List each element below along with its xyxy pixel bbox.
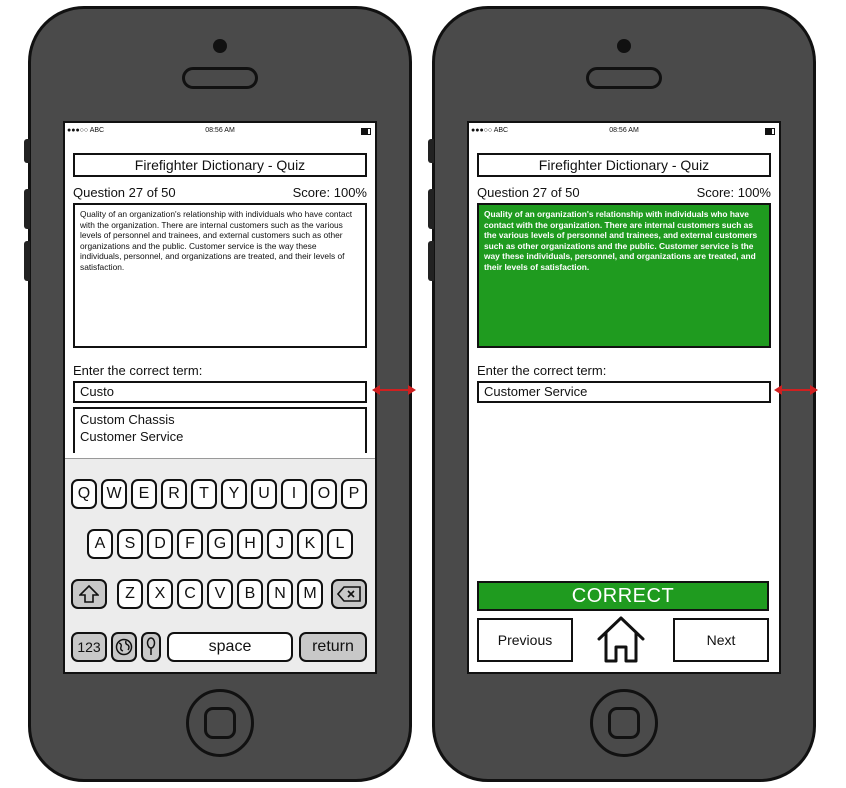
key-x[interactable]: X <box>147 579 173 609</box>
score-label: Score: 100% <box>696 185 771 200</box>
home-icon[interactable] <box>595 613 647 665</box>
clock: 08:56 AM <box>609 127 639 134</box>
home-button[interactable] <box>590 689 658 757</box>
numbers-key[interactable]: 123 <box>71 632 107 662</box>
answer-input[interactable]: Customer Service <box>477 381 771 403</box>
key-n[interactable]: N <box>267 579 293 609</box>
volume-up-button <box>24 189 30 229</box>
speaker <box>182 67 258 89</box>
key-k[interactable]: K <box>297 529 323 559</box>
volume-up-button <box>428 189 434 229</box>
resize-arrow-icon <box>774 384 818 396</box>
globe-icon <box>115 638 133 656</box>
key-c[interactable]: C <box>177 579 203 609</box>
definition-box-correct: Quality of an organization's relationship with individuals who have contact with the organization. There are internal customers such as the various levels of personnel and trainees, and external customers such as other organizations and the public. Customer service is the way these individuals, personnel, and organizations are treated, and their levels of satisfaction. <box>477 203 771 348</box>
key-i[interactable]: I <box>281 479 307 509</box>
key-g[interactable]: G <box>207 529 233 559</box>
clock: 08:56 AM <box>205 127 235 134</box>
screen-right <box>467 121 781 674</box>
space-key[interactable]: space <box>167 632 293 662</box>
autocomplete-list <box>73 407 367 453</box>
key-p[interactable]: P <box>341 479 367 509</box>
key-b[interactable]: B <box>237 579 263 609</box>
return-key[interactable]: return <box>299 632 367 662</box>
key-y[interactable]: Y <box>221 479 247 509</box>
microphone-key[interactable] <box>141 632 161 662</box>
answer-input[interactable]: Custo <box>73 381 367 403</box>
globe-key[interactable] <box>111 632 137 662</box>
suggestion-item[interactable]: Custom Chassis <box>80 412 175 427</box>
question-counter: Question 27 of 50 <box>73 185 176 200</box>
key-e[interactable]: E <box>131 479 157 509</box>
shift-key[interactable] <box>71 579 107 609</box>
question-counter: Question 27 of 50 <box>477 185 580 200</box>
key-t[interactable]: T <box>191 479 217 509</box>
key-h[interactable]: H <box>237 529 263 559</box>
volume-down-button <box>428 241 434 281</box>
microphone-icon <box>145 637 157 657</box>
resize-arrow-icon <box>372 384 416 396</box>
screen-left <box>63 121 377 674</box>
key-j[interactable]: J <box>267 529 293 559</box>
battery-icon <box>765 128 775 135</box>
page-title: Firefighter Dictionary - Quiz <box>477 153 771 177</box>
key-z[interactable]: Z <box>117 579 143 609</box>
key-q[interactable]: Q <box>71 479 97 509</box>
carrier-label: ●●●○○ ABC <box>471 127 509 134</box>
key-d[interactable]: D <box>147 529 173 559</box>
score-label: Score: 100% <box>292 185 367 200</box>
home-button-square <box>204 707 236 739</box>
answer-prompt: Enter the correct term: <box>73 363 203 378</box>
key-s[interactable]: S <box>117 529 143 559</box>
battery-icon <box>361 128 371 135</box>
page-title: Firefighter Dictionary - Quiz <box>73 153 367 177</box>
camera <box>213 39 227 53</box>
question-row <box>73 185 367 200</box>
mute-switch <box>428 139 434 163</box>
carrier-label: ●●●○○ ABC <box>67 127 105 134</box>
mute-switch <box>24 139 30 163</box>
definition-box: Quality of an organization's relationship with individuals who have contact with the organization. There are internal customers such as the various levels of personnel and trainees, and external customers such as other organizations and the public. Customer service is the way these individuals, personnel, and organizations are treated, and their levels of satisfaction. <box>73 203 367 348</box>
speaker <box>586 67 662 89</box>
phone-left <box>28 6 412 782</box>
status-bar <box>65 123 375 139</box>
home-button-square <box>608 707 640 739</box>
status-bar <box>469 123 779 139</box>
key-m[interactable]: M <box>297 579 323 609</box>
suggestion-item[interactable]: Customer Service <box>80 429 184 444</box>
shift-icon <box>79 585 99 603</box>
camera <box>617 39 631 53</box>
on-screen-keyboard <box>65 458 375 672</box>
key-o[interactable]: O <box>311 479 337 509</box>
answer-prompt: Enter the correct term: <box>477 363 607 378</box>
key-v[interactable]: V <box>207 579 233 609</box>
key-u[interactable]: U <box>251 479 277 509</box>
backspace-icon <box>337 586 361 602</box>
key-f[interactable]: F <box>177 529 203 559</box>
key-l[interactable]: L <box>327 529 353 559</box>
key-a[interactable]: A <box>87 529 113 559</box>
previous-button[interactable]: Previous <box>477 618 573 662</box>
backspace-key[interactable] <box>331 579 367 609</box>
key-w[interactable]: W <box>101 479 127 509</box>
phone-right <box>432 6 816 782</box>
home-button[interactable] <box>186 689 254 757</box>
volume-down-button <box>24 241 30 281</box>
key-r[interactable]: R <box>161 479 187 509</box>
result-banner: CORRECT <box>477 581 769 611</box>
next-button[interactable]: Next <box>673 618 769 662</box>
question-row <box>477 185 771 200</box>
